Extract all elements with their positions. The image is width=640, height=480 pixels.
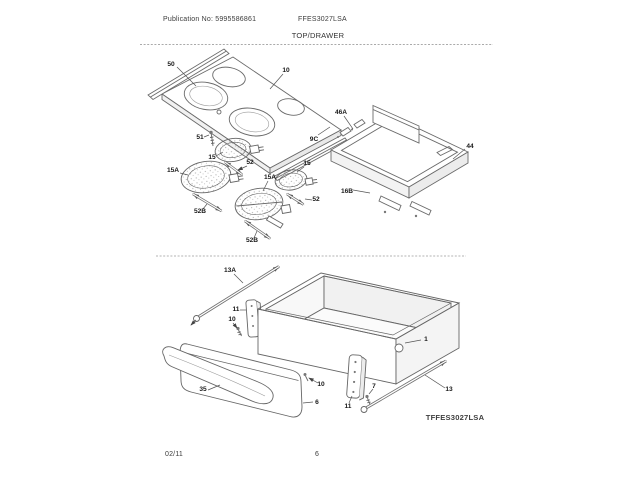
maintop-support-frame [331,106,468,218]
leader-13 [425,375,445,388]
leader-52-right [305,199,312,200]
screw-10-right [304,373,309,381]
section-title: TOP/DRAWER [291,31,345,40]
callout-10-glass: 10 [282,67,290,74]
frame-screw-4 [415,215,417,217]
callout-1: 1 [424,336,428,343]
model-number: FFES3027LSA [298,16,347,23]
callout-46a: 46A [334,109,348,116]
callout-35: 35 [199,386,207,393]
bracket-52b-front [245,221,270,239]
leader-10-left [233,323,237,328]
leader-13a [234,274,243,283]
bracket-52-right [287,194,304,205]
publication-number: Publication No: 5995586861 [163,16,257,23]
screw-10-left [236,327,241,336]
screw-7 [365,395,370,405]
callout-15-rear: 15 [208,154,216,161]
frame-front-plate-1 [379,196,401,211]
drawer-side-hole [395,344,403,352]
footer-page-number: 6 [315,451,320,458]
callout-51: 51 [196,134,204,141]
callout-15-right: 15 [303,160,311,167]
callout-11-right: 11 [344,403,352,410]
callout-44: 44 [466,143,474,150]
drawer-assembly [163,267,459,418]
callout-10-left: 10 [228,316,236,323]
callout-13a: 13A [223,267,237,274]
frame-screw-3 [384,211,386,213]
callout-7: 7 [372,383,376,390]
callout-11-left: 11 [232,306,240,313]
callout-13: 13 [445,386,453,393]
callout-15a-front: 15A [263,174,277,181]
leader-16b [353,190,370,193]
frame-rail-tab-1 [340,128,351,137]
leader-46a [344,116,353,129]
frame-screw-1 [337,136,339,138]
callout-10-right: 10 [317,381,325,388]
callout-50: 50 [167,61,175,68]
callout-52-right: 52 [312,196,320,203]
callout-52-rear: 52 [246,159,254,166]
leader-52-rear [238,166,247,170]
footer-date: 02/11 [165,451,183,458]
leader-51 [204,135,209,137]
element-15a-front [233,185,291,228]
frame-front-plate-2 [410,202,431,216]
bracket-11-right [346,355,366,401]
element-15-right [274,168,318,193]
diagram-watermark: TFFES3027LSA [425,413,485,422]
callout-9c: 9C [309,136,319,143]
callout-52b-front: 52B [245,237,259,244]
frame-rail-tab-2 [354,120,365,129]
leader-6 [303,402,313,403]
element-15a-left [179,158,244,196]
callout-15a-left: 15A [166,167,180,174]
callout-6: 6 [315,399,319,406]
callout-52b-left: 52B [193,208,207,215]
callout-16b: 16B [340,188,354,195]
